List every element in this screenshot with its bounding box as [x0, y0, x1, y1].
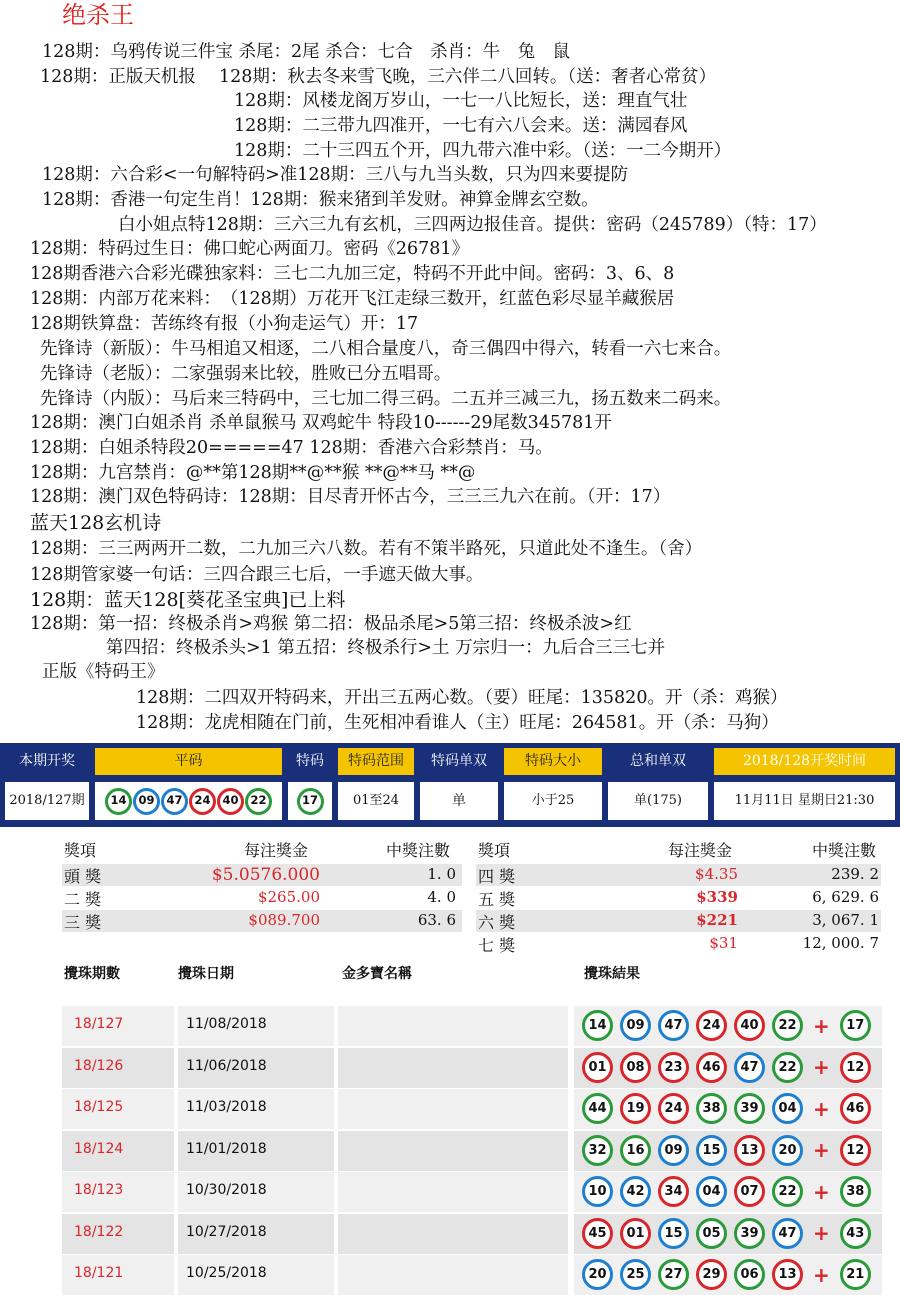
- text-line: 128期：第一招：终极杀肖>鸡猴 第二招：极品杀尾>5第三招：终极杀波>红: [30, 614, 632, 634]
- prize-amount: $4.35: [695, 865, 738, 883]
- text-line: 先锋诗（内版）：马后来三特码中，三七加二得三码。二五并三减三九，扬五数来二码来。: [40, 389, 732, 409]
- prize-row: [476, 910, 881, 932]
- history-cell: [338, 1255, 568, 1295]
- text-line: 128期：龙虎相随在门前，生死相冲看谁人（主）旺尾：264581。开（杀：马狗）: [136, 713, 779, 733]
- text-line: 128期：蓝天128[葵花圣宝典]已上料: [30, 589, 346, 611]
- prize-amount: $221: [696, 911, 738, 929]
- lottery-ball: 44: [582, 1093, 613, 1124]
- history-date: 11/03/2018: [186, 1099, 267, 1115]
- text-line: 128期：二三带九四准开，一七有六八会来。送：满园春风: [234, 116, 688, 136]
- prize-count: 3, 067. 1: [812, 911, 879, 929]
- history-header-result: 攪珠結果: [584, 966, 640, 982]
- lottery-ball: 39: [734, 1093, 765, 1124]
- lottery-ball: 20: [772, 1135, 803, 1166]
- prize-row: [62, 887, 462, 909]
- lottery-ball: 42: [620, 1176, 651, 1207]
- prize-count: 12, 000. 7: [802, 934, 879, 952]
- lottery-ball: 39: [734, 1218, 765, 1249]
- prize-name: 六 獎: [478, 913, 516, 932]
- history-row: [62, 1255, 882, 1295]
- prize-count: 4. 0: [427, 888, 456, 906]
- lottery-ball: 07: [734, 1176, 765, 1207]
- plus-icon: +: [813, 1055, 830, 1079]
- history-period: 18/126: [74, 1057, 124, 1074]
- special-ball: 17: [297, 788, 324, 815]
- text-line: 128期香港六合彩光碟独家料：三七二九加三定，特码不开此中间。密码：3、6、8: [30, 264, 675, 284]
- text-line: 128期：内部万花来料： （128期）万花开飞江走绿三数开，红蓝色彩尽显羊藏猴居: [30, 289, 675, 309]
- prize-amount: $5.0576.000: [211, 865, 320, 885]
- lottery-ball: 04: [772, 1093, 803, 1124]
- history-balls: [582, 1052, 871, 1083]
- header-special-odd-even: 特码单双: [420, 748, 498, 775]
- text-line: 128期管家婆一句话：三四合跟三七后，一手遮天做大事。: [30, 565, 484, 585]
- lottery-ball: 19: [620, 1093, 651, 1124]
- lottery-ball: 01: [620, 1218, 651, 1249]
- history-period: 18/123: [74, 1182, 124, 1198]
- lottery-ball: 22: [772, 1052, 803, 1083]
- header-current-draw: 本期开奖: [5, 748, 89, 775]
- prize-header-left-amount: 每注獎金: [244, 841, 309, 860]
- text-line: 128期：三三两两开二数，二九加三六八数。若有不策半路死，只道此处不逢生。（舍）: [30, 539, 703, 559]
- header-special-number: 特码: [288, 748, 332, 775]
- history-date: 11/06/2018: [186, 1057, 267, 1074]
- prize-amount: $089.700: [248, 911, 320, 929]
- prize-name: 五 獎: [478, 890, 516, 909]
- history-date: 10/30/2018: [186, 1182, 267, 1198]
- history-header-name: 金多寶名稱: [342, 966, 412, 982]
- prize-row: [476, 887, 881, 909]
- history-balls: [582, 1176, 871, 1207]
- lottery-ball: 27: [658, 1259, 689, 1290]
- special-odd-even: 单: [420, 782, 498, 820]
- lottery-ball: 06: [734, 1259, 765, 1290]
- header-special-range: 特码范围: [338, 748, 414, 775]
- history-date: 11/01/2018: [186, 1140, 267, 1157]
- prize-amount: $339: [696, 888, 738, 906]
- text-line: 128期铁算盘：苦练终有报（小狗走运气）开：17: [30, 314, 419, 334]
- history-cell: [338, 1048, 568, 1088]
- draw-period: 2018/127期: [5, 782, 89, 820]
- lottery-ball: 01: [582, 1052, 613, 1083]
- history-period: 18/124: [74, 1140, 124, 1157]
- header-special-size: 特码大小: [504, 748, 602, 775]
- history-balls: [582, 1218, 871, 1249]
- history-balls: [582, 1135, 871, 1166]
- history-cell: [338, 1214, 568, 1254]
- text-line: 128期：澳门白姐杀肖 杀单鼠猴马 双鸡蛇牛 特段10------29尾数345781开: [30, 413, 612, 433]
- lottery-ball: 10: [582, 1176, 613, 1207]
- history-date: 10/25/2018: [186, 1265, 267, 1281]
- special-ball: 21: [840, 1259, 871, 1290]
- text-line: 128期：六合彩<一句解特码>准128期：三八与九当头数，只为四来要提防: [42, 165, 629, 185]
- plus-icon: +: [813, 1138, 830, 1162]
- lottery-ball: 40: [217, 788, 244, 815]
- text-line: 正版《特码王》: [42, 662, 165, 682]
- prize-header-right-amount: 每注獎金: [668, 841, 733, 860]
- lottery-ball: 24: [189, 788, 216, 815]
- history-period: 18/122: [74, 1223, 124, 1240]
- text-line: 128期：香港一句定生肖！128期：猴来猪到羊发财。神算金牌玄空数。: [42, 190, 599, 210]
- history-balls: [582, 1259, 871, 1290]
- text-line: 128期：九宫禁肖：@**第128期**@**猴 **@**马 **@: [30, 463, 476, 483]
- header-sum-odd-even: 总和单双: [608, 748, 708, 775]
- next-draw-time: 11月11日 星期日21:30: [714, 782, 895, 820]
- text-line: 第四招：终极杀头>1 第五招：终极杀行>土 万宗归一：九后合三三七并: [106, 638, 666, 658]
- prize-name: 四 獎: [478, 867, 516, 886]
- text-line: 128期：澳门双色特码诗：128期：目尽青开怀古今，三三三九六在前。（开：17）: [30, 487, 671, 507]
- lottery-ball: 34: [658, 1176, 689, 1207]
- special-ball: 38: [840, 1176, 871, 1207]
- lottery-ball: 15: [696, 1135, 727, 1166]
- history-date: 11/08/2018: [186, 1016, 267, 1032]
- lottery-ball: 47: [772, 1218, 803, 1249]
- text-line: 128期：乌鸦传说三件宝 杀尾：2尾 杀合：七合 杀肖：牛 兔 鼠: [42, 42, 571, 62]
- prize-row: [62, 910, 462, 932]
- lottery-ball: 25: [620, 1259, 651, 1290]
- prize-header-right-count: 中獎注數: [812, 841, 877, 860]
- prize-row: [62, 864, 462, 886]
- plus-icon: +: [813, 1221, 830, 1245]
- plus-icon: +: [813, 1013, 830, 1038]
- prize-row: [476, 864, 881, 886]
- lottery-ball: 16: [620, 1135, 651, 1166]
- header-regular-numbers: 平码: [95, 748, 282, 775]
- text-line: 先锋诗（新版）：牛马相追又相逐，二八相合量度八，奇三偶四中得六，转看一六七来合。: [40, 339, 732, 359]
- lottery-ball: 29: [696, 1259, 727, 1290]
- text-line: 128期：二十三四五个开，四九带六准中彩。（送：一二今期开）: [234, 141, 732, 161]
- lottery-ball: 46: [696, 1052, 727, 1083]
- history-row: [62, 1214, 882, 1254]
- prize-row: [476, 933, 881, 955]
- lottery-ball: 23: [658, 1052, 689, 1083]
- prize-name: 二 獎: [64, 890, 102, 909]
- prize-amount: $265.00: [257, 888, 320, 906]
- prize-count: 6, 629. 6: [812, 888, 879, 906]
- history-balls: [582, 1010, 871, 1041]
- prize-name: 七 獎: [478, 936, 516, 955]
- lottery-ball: 45: [582, 1218, 613, 1249]
- prize-amount: $31: [709, 934, 738, 952]
- prize-count: 63. 6: [417, 911, 456, 929]
- text-line: 128期：二四双开特码来，开出三五两心数。（要）旺尾：135820。开（杀：鸡猴）: [136, 688, 788, 708]
- prize-name: 三 獎: [64, 913, 102, 932]
- text-line: 128期：特码过生日：佛口蛇心两面刀。密码《26781》: [30, 239, 470, 259]
- lottery-ball: 47: [734, 1052, 765, 1083]
- prize-count: 239. 2: [831, 865, 879, 883]
- history-row: [62, 1131, 882, 1171]
- lottery-ball: 20: [582, 1259, 613, 1290]
- sum-odd-even: 单(175): [608, 782, 708, 820]
- prize-count: 1. 0: [427, 865, 456, 883]
- special-range: 01至24: [338, 782, 414, 820]
- history-row: [62, 1006, 882, 1046]
- text-line: 128期：白姐杀特段20=====47 128期：香港六合彩禁肖：马。: [30, 438, 553, 458]
- text-line: 128期：正版天机报 128期：秋去冬来雪飞晚，三六伴二八回转。（送：奢者心常贫）: [40, 67, 717, 87]
- lottery-ball: 40: [734, 1010, 765, 1041]
- lottery-ball: 09: [658, 1135, 689, 1166]
- lottery-ball: 15: [658, 1218, 689, 1249]
- text-line: 白小姐点特128期：三六三九有玄机，三四两边报佳音。提供：密码（245789）（特：17）: [118, 215, 827, 235]
- special-ball: 12: [840, 1135, 871, 1166]
- prize-name: 頭 獎: [64, 867, 102, 886]
- history-header-period: 攪珠期數: [64, 966, 120, 982]
- lottery-ball: 47: [658, 1010, 689, 1041]
- lottery-ball: 14: [105, 788, 132, 815]
- text-line: 先锋诗（老版）：二家强弱来比较，胜败已分五唱哥。: [40, 364, 452, 384]
- lottery-ball: 47: [161, 788, 188, 815]
- history-balls: [582, 1093, 871, 1124]
- history-cell: [338, 1131, 568, 1171]
- prize-header-left-count: 中獎注數: [386, 841, 451, 860]
- lottery-ball: 32: [582, 1135, 613, 1166]
- history-period: 18/121: [74, 1265, 124, 1281]
- lottery-ball: 24: [658, 1093, 689, 1124]
- lottery-ball: 09: [133, 788, 160, 815]
- header-next-draw-time: 2018/128开奖时间: [714, 748, 895, 775]
- lottery-ball: 09: [620, 1010, 651, 1041]
- lottery-ball: 22: [245, 788, 272, 815]
- special-ball: 46: [840, 1093, 871, 1124]
- text-line: 128期：风楼龙阁万岁山，一七一八比短长，送：理直气壮: [234, 91, 688, 111]
- lottery-ball: 38: [696, 1093, 727, 1124]
- special-ball: 17: [840, 1010, 871, 1041]
- history-row: [62, 1172, 882, 1212]
- draw-result-table: [0, 743, 900, 827]
- history-period: 18/125: [74, 1099, 124, 1115]
- special-ball: 12: [840, 1052, 871, 1083]
- special-ball-row: [288, 782, 332, 820]
- lottery-ball: 22: [772, 1010, 803, 1041]
- history-cell: [338, 1089, 568, 1129]
- history-row: [62, 1089, 882, 1129]
- regular-numbers-cell: [95, 782, 282, 820]
- lottery-ball: 22: [772, 1176, 803, 1207]
- regular-balls: [95, 782, 282, 820]
- lottery-ball: 08: [620, 1052, 651, 1083]
- page-title: 绝杀王: [62, 1, 134, 29]
- prize-header-left-name: 獎項: [64, 841, 97, 860]
- history-cell: [338, 1172, 568, 1212]
- history-header-date: 攪珠日期: [178, 966, 234, 982]
- plus-icon: +: [813, 1179, 830, 1204]
- lottery-ball: 13: [734, 1135, 765, 1166]
- history-date: 10/27/2018: [186, 1223, 267, 1240]
- history-period: 18/127: [74, 1016, 124, 1032]
- lottery-ball: 13: [772, 1259, 803, 1290]
- prize-header-right-name: 獎項: [478, 841, 511, 860]
- plus-icon: +: [813, 1262, 830, 1287]
- lottery-ball: 05: [696, 1218, 727, 1249]
- lottery-ball: 04: [696, 1176, 727, 1207]
- lottery-ball: 24: [696, 1010, 727, 1041]
- special-size: 小于25: [504, 782, 602, 820]
- lottery-ball: 14: [582, 1010, 613, 1041]
- plus-icon: +: [813, 1096, 830, 1121]
- special-ball: 43: [840, 1218, 871, 1249]
- text-line: 蓝天128玄机诗: [30, 512, 162, 534]
- history-cell: [338, 1006, 568, 1046]
- history-row: [62, 1048, 882, 1088]
- special-number-cell: [288, 782, 332, 820]
